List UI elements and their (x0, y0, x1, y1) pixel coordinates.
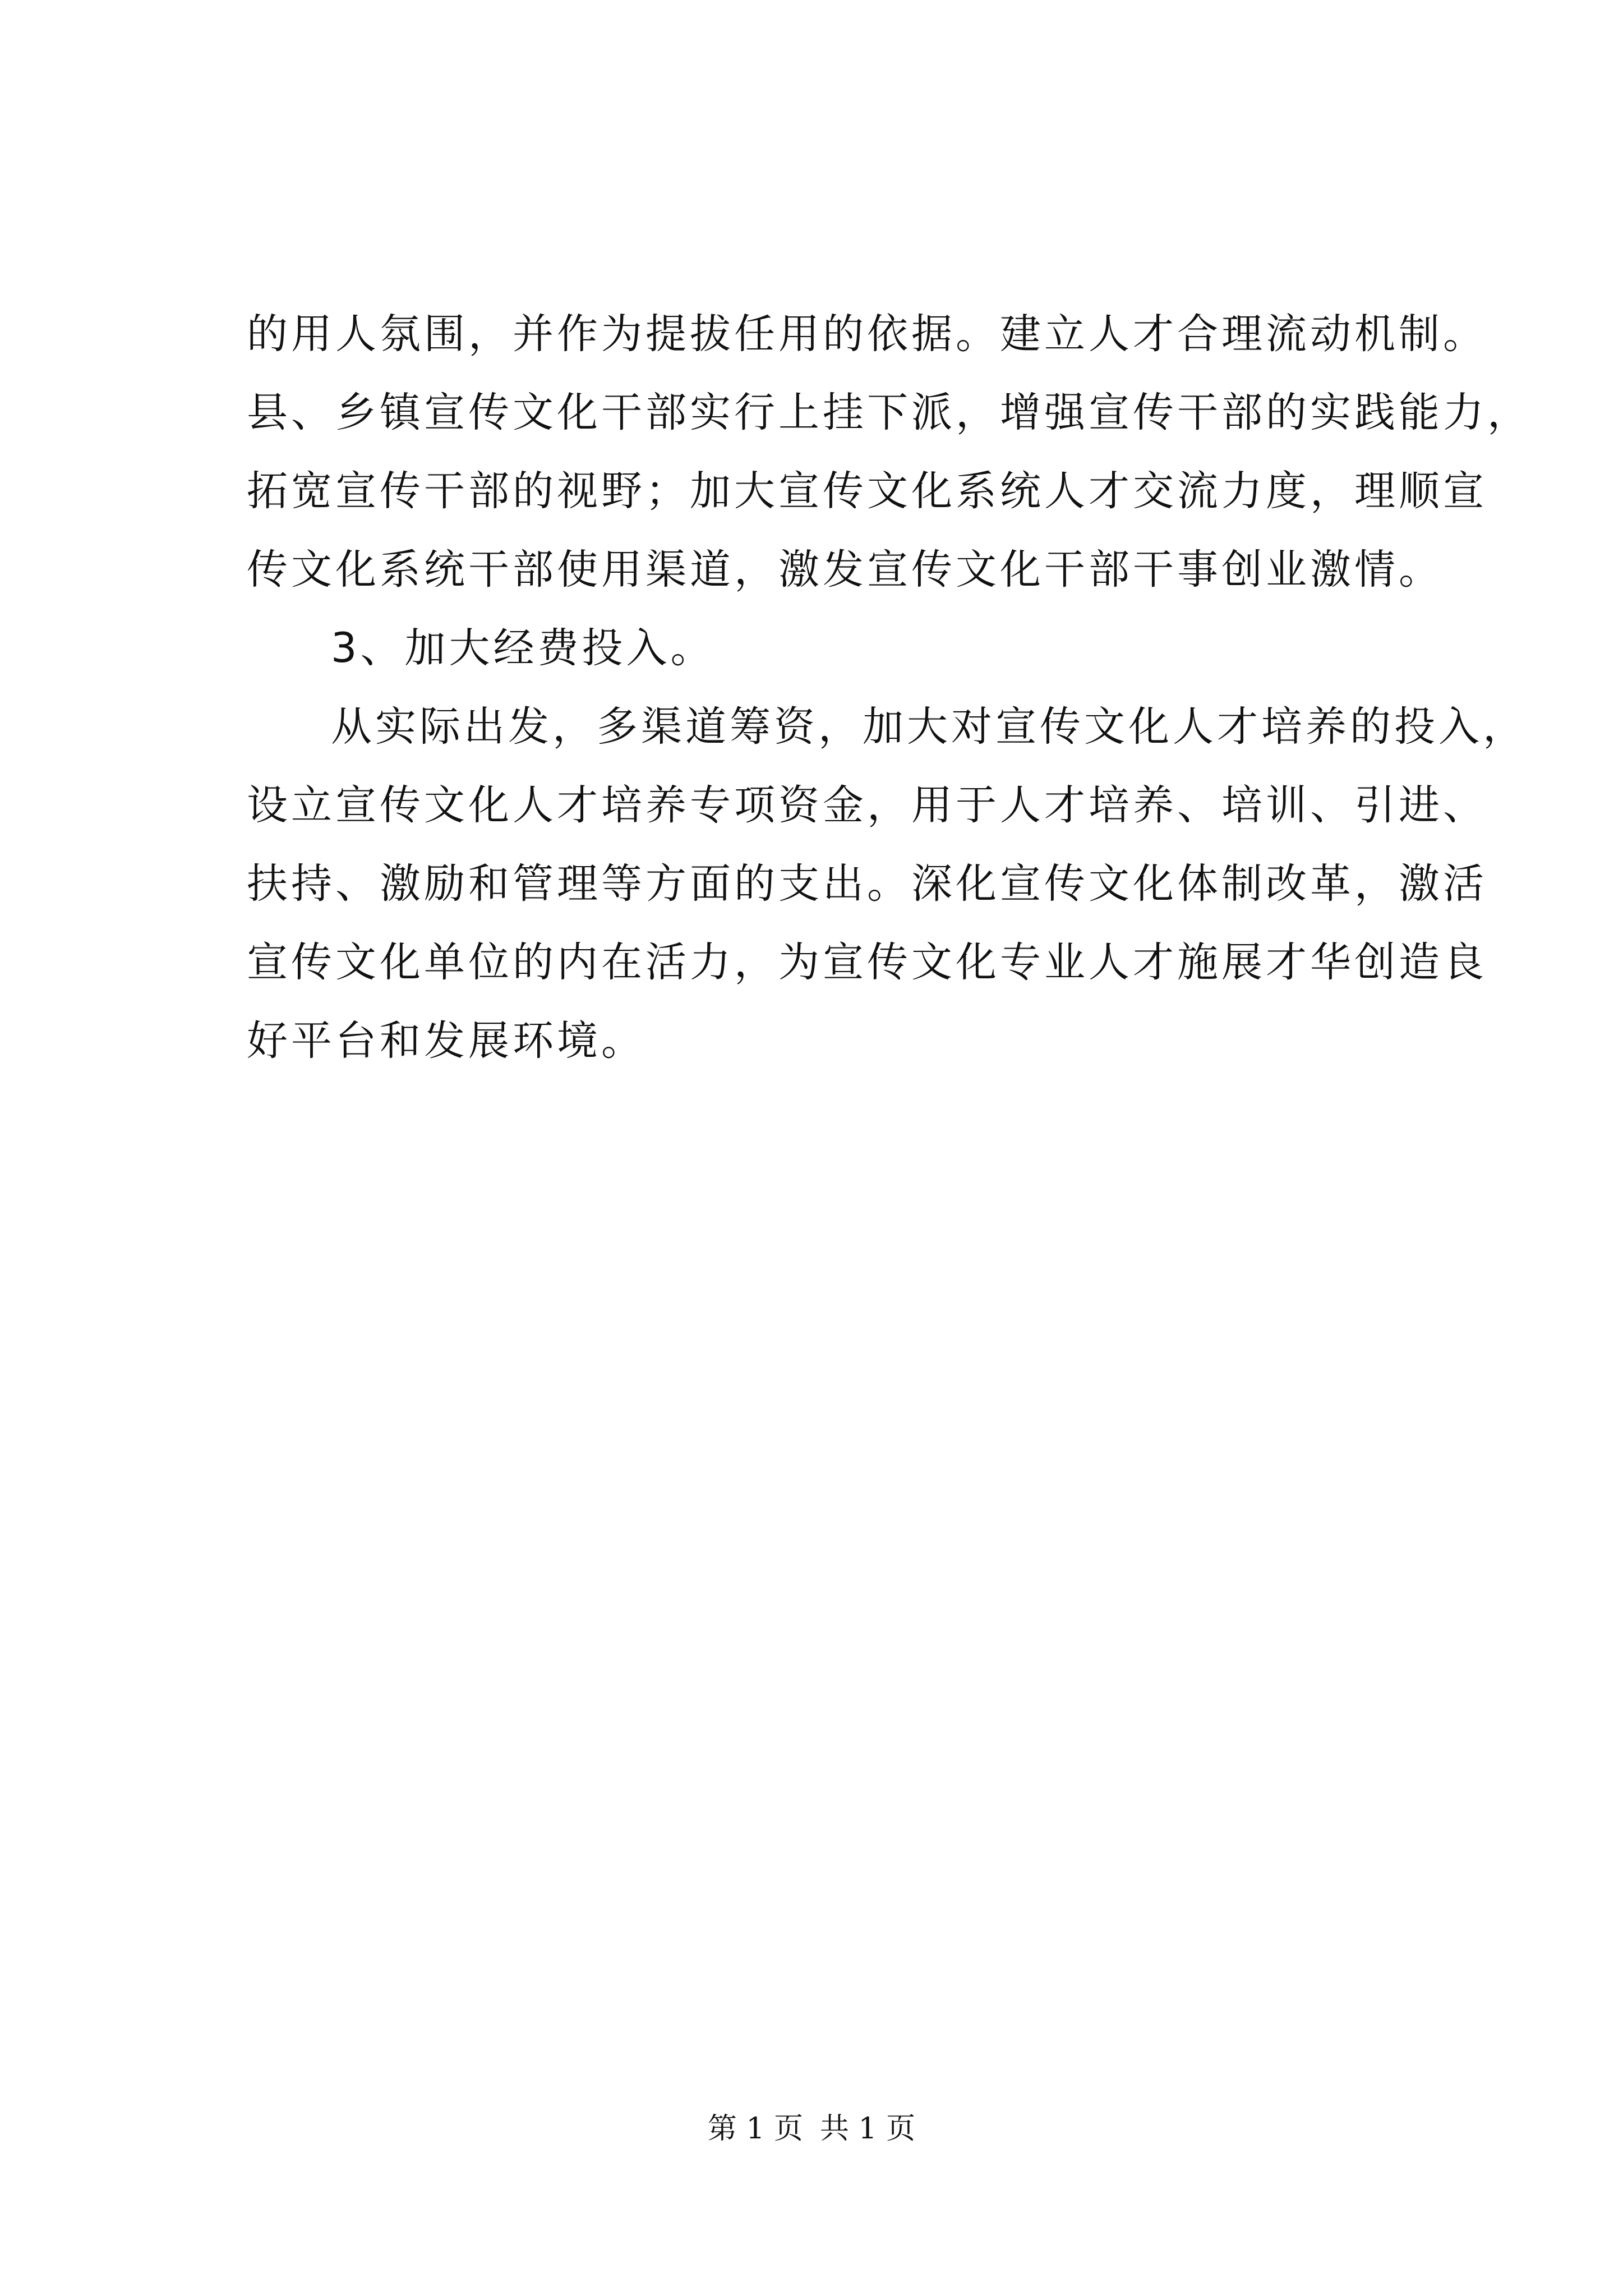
document-body (247, 295, 1532, 1080)
page-footer (0, 2109, 1623, 2148)
body-line: 拓宽宣传干部的视野；加大宣传文化系统人才交流力度，理顺宣 (247, 467, 1487, 515)
body-line: 从实际出发，多渠道筹资，加大对宣传文化人才培养的投入， (331, 703, 1527, 751)
body-line: 县、乡镇宣传文化干部实行上挂下派，增强宣传干部的实践能力， (247, 389, 1532, 436)
body-line: 好平台和发展环境。 (247, 1017, 645, 1065)
body-line: 扶持、激励和管理等方面的支出。深化宣传文化体制改革，激活 (247, 860, 1487, 908)
page-number-total: 共 1 页 (820, 2112, 916, 2146)
section-heading: 3、加大经费投入。 (331, 624, 715, 672)
body-line: 设立宣传文化人才培养专项资金，用于人才培养、培训、引进、 (247, 781, 1487, 829)
page-number-current: 第 1 页 (707, 2112, 803, 2146)
body-line: 传文化系统干部使用渠道，激发宣传文化干部干事创业激情。 (247, 546, 1443, 593)
body-line: 的用人氛围，并作为提拔任用的依据。建立人才合理流动机制。 (247, 310, 1487, 358)
body-line: 宣传文化单位的内在活力，为宣传文化专业人才施展才华创造良 (247, 938, 1487, 986)
